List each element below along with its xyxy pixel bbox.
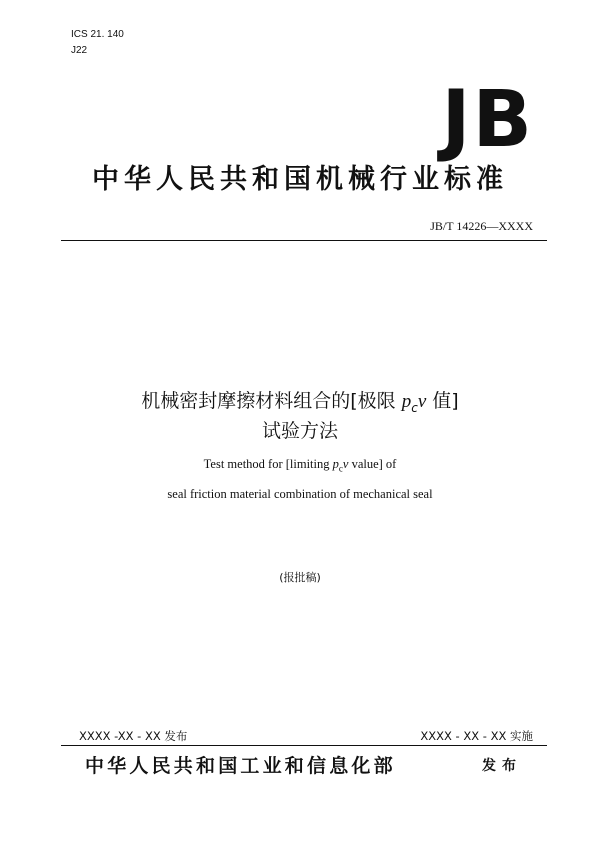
english-title-text-b: value] of — [348, 457, 397, 471]
chinese-title-line-1 — [0, 388, 600, 421]
jb-logo: JB — [441, 75, 534, 165]
issue-date: XXXX -XX - XX 发布 — [79, 729, 188, 743]
top-divider — [61, 240, 547, 241]
issue-label: 发布 — [482, 758, 522, 774]
chinese-title-text-b: 值] — [426, 390, 459, 412]
english-title-symbol-v: v — [342, 457, 349, 471]
english-title-symbol-p: p — [332, 457, 339, 471]
chinese-title-symbol-v: v — [417, 391, 427, 412]
chinese-title-line-2: 试验方法 — [261, 420, 338, 442]
implementation-date: XXXX - XX - XX 实施 — [420, 729, 533, 743]
issuing-authority: 中华人民共和国工业和信息化部 — [85, 755, 396, 777]
english-title-line-1 — [0, 455, 600, 478]
english-title-line-2: seal friction material combination of mechanical seal — [167, 487, 433, 501]
bottom-divider — [61, 745, 547, 746]
chinese-title-symbol-p: p — [401, 391, 412, 412]
english-title-text-a: Test method for [limiting — [203, 457, 333, 471]
ccs-number: J22 — [71, 45, 88, 56]
chinese-title-symbol-c: c — [411, 400, 418, 415]
english-title-symbol-c: c — [338, 463, 343, 474]
standard-type-title: 中华人民共和国机械行业标准 — [92, 164, 508, 195]
ics-number: ICS 21. 140 — [71, 29, 124, 40]
draft-status: (报批稿) — [279, 571, 321, 584]
chinese-title-text-a: 机械密封摩擦材料组合的[极限 — [141, 390, 402, 412]
standard-code: JB/T 14226—XXXX — [430, 219, 533, 233]
